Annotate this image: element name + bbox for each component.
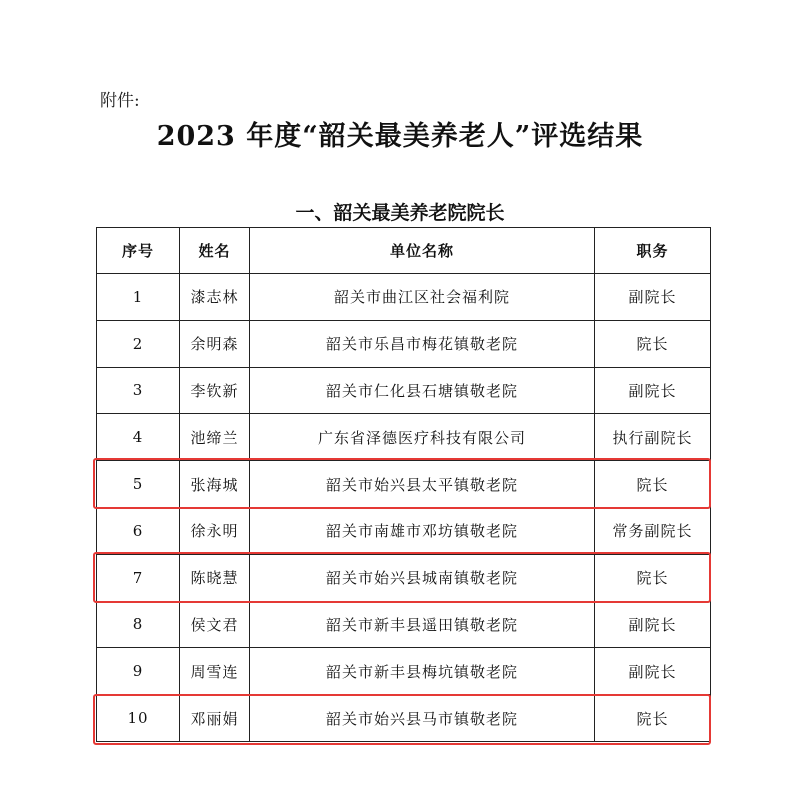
row-unit-cell: 韶关市始兴县城南镇敬老院 bbox=[250, 554, 595, 601]
row-index-cell: 1 bbox=[97, 274, 180, 321]
table-row bbox=[97, 320, 711, 367]
row-unit-cell: 韶关市南雄市邓坊镇敬老院 bbox=[250, 507, 595, 554]
row-index-cell: 9 bbox=[97, 648, 180, 695]
row-index-cell: 3 bbox=[97, 367, 180, 414]
row-unit-cell: 广东省泽德医疗科技有限公司 bbox=[250, 414, 595, 461]
table-row bbox=[97, 367, 711, 414]
highlight-box-row-7 bbox=[93, 552, 711, 603]
row-position-cell: 副院长 bbox=[595, 367, 711, 414]
row-name-cell: 陈晓慧 bbox=[180, 554, 250, 601]
section-title: 一、韶关最美养老院院长 bbox=[295, 202, 505, 224]
row-position-cell: 院长 bbox=[595, 554, 711, 601]
table-row bbox=[97, 274, 711, 321]
row-name-cell: 张海城 bbox=[180, 461, 250, 508]
table-row bbox=[97, 648, 711, 695]
table-row bbox=[97, 414, 711, 461]
row-position-cell: 院长 bbox=[595, 461, 711, 508]
highlight-box-row-5 bbox=[93, 458, 711, 509]
row-index-cell: 4 bbox=[97, 414, 180, 461]
row-name-cell: 周雪连 bbox=[180, 648, 250, 695]
row-position-cell: 副院长 bbox=[595, 274, 711, 321]
row-position-cell: 执行副院长 bbox=[595, 414, 711, 461]
row-index-cell: 10 bbox=[97, 695, 180, 742]
row-index-cell: 2 bbox=[97, 320, 180, 367]
column-header-position: 职务 bbox=[595, 228, 711, 274]
row-unit-cell: 韶关市新丰县梅坑镇敬老院 bbox=[250, 648, 595, 695]
row-position-cell: 副院长 bbox=[595, 601, 711, 648]
row-position-cell: 常务副院长 bbox=[595, 507, 711, 554]
row-name-cell: 余明森 bbox=[180, 320, 250, 367]
table-header-row bbox=[97, 228, 711, 274]
row-index-cell: 6 bbox=[97, 507, 180, 554]
row-position-cell: 院长 bbox=[595, 320, 711, 367]
row-unit-cell: 韶关市始兴县马市镇敬老院 bbox=[250, 695, 595, 742]
row-name-cell: 漆志林 bbox=[180, 274, 250, 321]
column-header-name: 姓名 bbox=[180, 228, 250, 274]
table-row bbox=[97, 601, 711, 648]
attachment-label: 附件: bbox=[100, 91, 140, 111]
row-index-cell: 8 bbox=[97, 601, 180, 648]
row-name-cell: 邓丽娟 bbox=[180, 695, 250, 742]
row-unit-cell: 韶关市新丰县遥田镇敬老院 bbox=[250, 601, 595, 648]
row-name-cell: 李钦新 bbox=[180, 367, 250, 414]
row-name-cell: 侯文君 bbox=[180, 601, 250, 648]
document-title: 2023 年度“韶关最美养老人”评选结果 bbox=[156, 121, 644, 152]
row-unit-cell: 韶关市曲江区社会福利院 bbox=[250, 274, 595, 321]
table-row bbox=[97, 507, 711, 554]
row-unit-cell: 韶关市始兴县太平镇敬老院 bbox=[250, 461, 595, 508]
row-position-cell: 院长 bbox=[595, 695, 711, 742]
column-header-unit: 单位名称 bbox=[250, 228, 595, 274]
row-name-cell: 池缔兰 bbox=[180, 414, 250, 461]
row-unit-cell: 韶关市仁化县石塘镇敬老院 bbox=[250, 367, 595, 414]
row-name-cell: 徐永明 bbox=[180, 507, 250, 554]
row-position-cell: 副院长 bbox=[595, 648, 711, 695]
row-unit-cell: 韶关市乐昌市梅花镇敬老院 bbox=[250, 320, 595, 367]
column-header-index: 序号 bbox=[97, 228, 180, 274]
highlight-box-row-10 bbox=[93, 694, 711, 745]
row-index-cell: 7 bbox=[97, 554, 180, 601]
row-index-cell: 5 bbox=[97, 461, 180, 508]
